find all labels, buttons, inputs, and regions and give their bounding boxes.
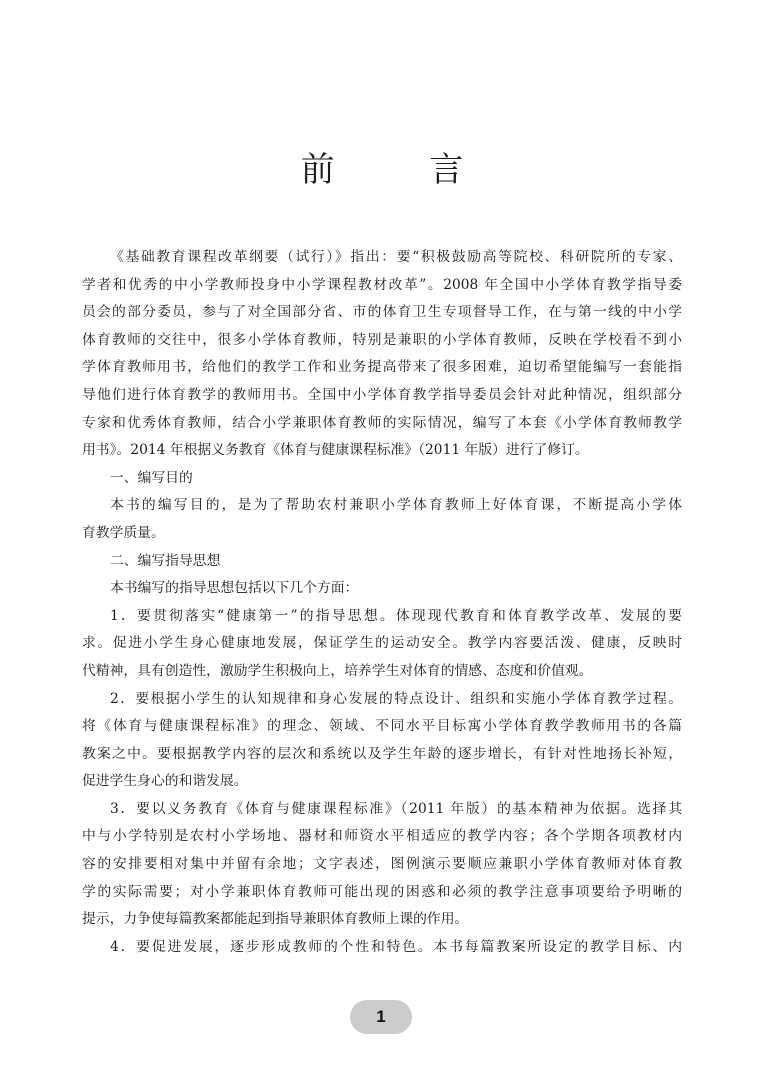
page-title: 前 言 [300,150,506,190]
text-line: 学者和优秀的中小学教师投身中小学课程教材改革”。2008 年全国中小学体育教学指导委 [82,276,682,293]
text-line: 求。促进小学生身心健康地发展，保证学生的运动安全。教学内容要活泼、健康，反映时 [82,635,682,652]
text-line: 本书编写的指导思想包括以下几个方面： [110,580,359,597]
text-line: 1．要贯彻落实“健康第一”的指导思想。体现现代教育和体育教学改革、发展的要 [110,607,682,624]
text-line: 一、编写目的 [110,469,193,486]
text-line: 3．要以义务教育《体育与健康课程标准》（2011 年版）的基本精神为依据。选择其 [110,800,682,817]
text-line: 二、编写指导思想 [110,552,221,569]
text-line: 提示，力争使每篇教案都能起到指导兼职体育教师上课的作用。 [82,911,469,928]
text-line: 教案之中。要根据教学内容的层次和系统以及学生年龄的逐步增长，有针对性地扬长补短， [82,745,682,762]
body-text [82,244,682,961]
text-line: 导他们进行体育教学的教师用书。全国中小学体育教学指导委员会针对此种情况，组织部分 [82,386,682,403]
text-line: 体育教师的交往中，很多小学体育教师，特别是兼职的小学体育教师，反映在学校看不到小 [82,331,682,348]
text-line: 育教学质量。 [82,524,165,541]
page-number-badge: 1 [350,1000,412,1034]
text-line: 专家和优秀体育教师，结合小学兼职体育教师的实际情况，编写了本套《小学体育教师教学 [82,414,682,431]
text-line: 4．要促进发展，逐步形成教师的个性和特色。本书每篇教案所设定的教学目标、内 [110,938,682,955]
text-line: 员会的部分委员，参与了对全国部分省、市的体育卫生专项督导工作，在与第一线的中小学 [82,304,682,321]
text-line: 代精神，具有创造性，激励学生积极向上，培养学生对体育的情感、态度和价值观。 [82,662,593,679]
text-line: 用书》。2014 年根据义务教育《体育与健康课程标准》（2011 年版）进行了修订。 [82,442,589,459]
text-line: 《基础教育课程改革纲要（试行）》指出：要“积极鼓励高等院校、科研院所的专家、 [110,249,682,265]
text-line: 学体育教师用书，给他们的教学工作和业务提高带来了很多困难，迫切希望能编写一套能指 [82,359,682,376]
text-line: 促进学生身心的和谐发展。 [82,773,248,790]
text-line: 将《体育与健康课程标准》的理念、领域、不同水平目标寓小学体育教学教师用书的各篇 [82,718,682,735]
text-line: 本书的编写目的，是为了帮助农村兼职小学体育教师上好体育课，不断提高小学体 [110,497,682,514]
text-line: 中与小学特别是农村小学场地、器材和师资水平相适应的教学内容；各个学期各项教材内 [82,828,682,845]
text-line: 2．要根据小学生的认知规律和身心发展的特点设计、组织和实施小学体育教学过程。 [110,690,682,707]
text-line: 学的实际需要；对小学兼职体育教师可能出现的困惑和必须的教学注意事项要给予明晰的 [82,883,682,900]
text-line: 容的安排要相对集中并留有余地；文字表述，图例演示要顺应兼职小学体育教师对体育教 [82,856,682,873]
